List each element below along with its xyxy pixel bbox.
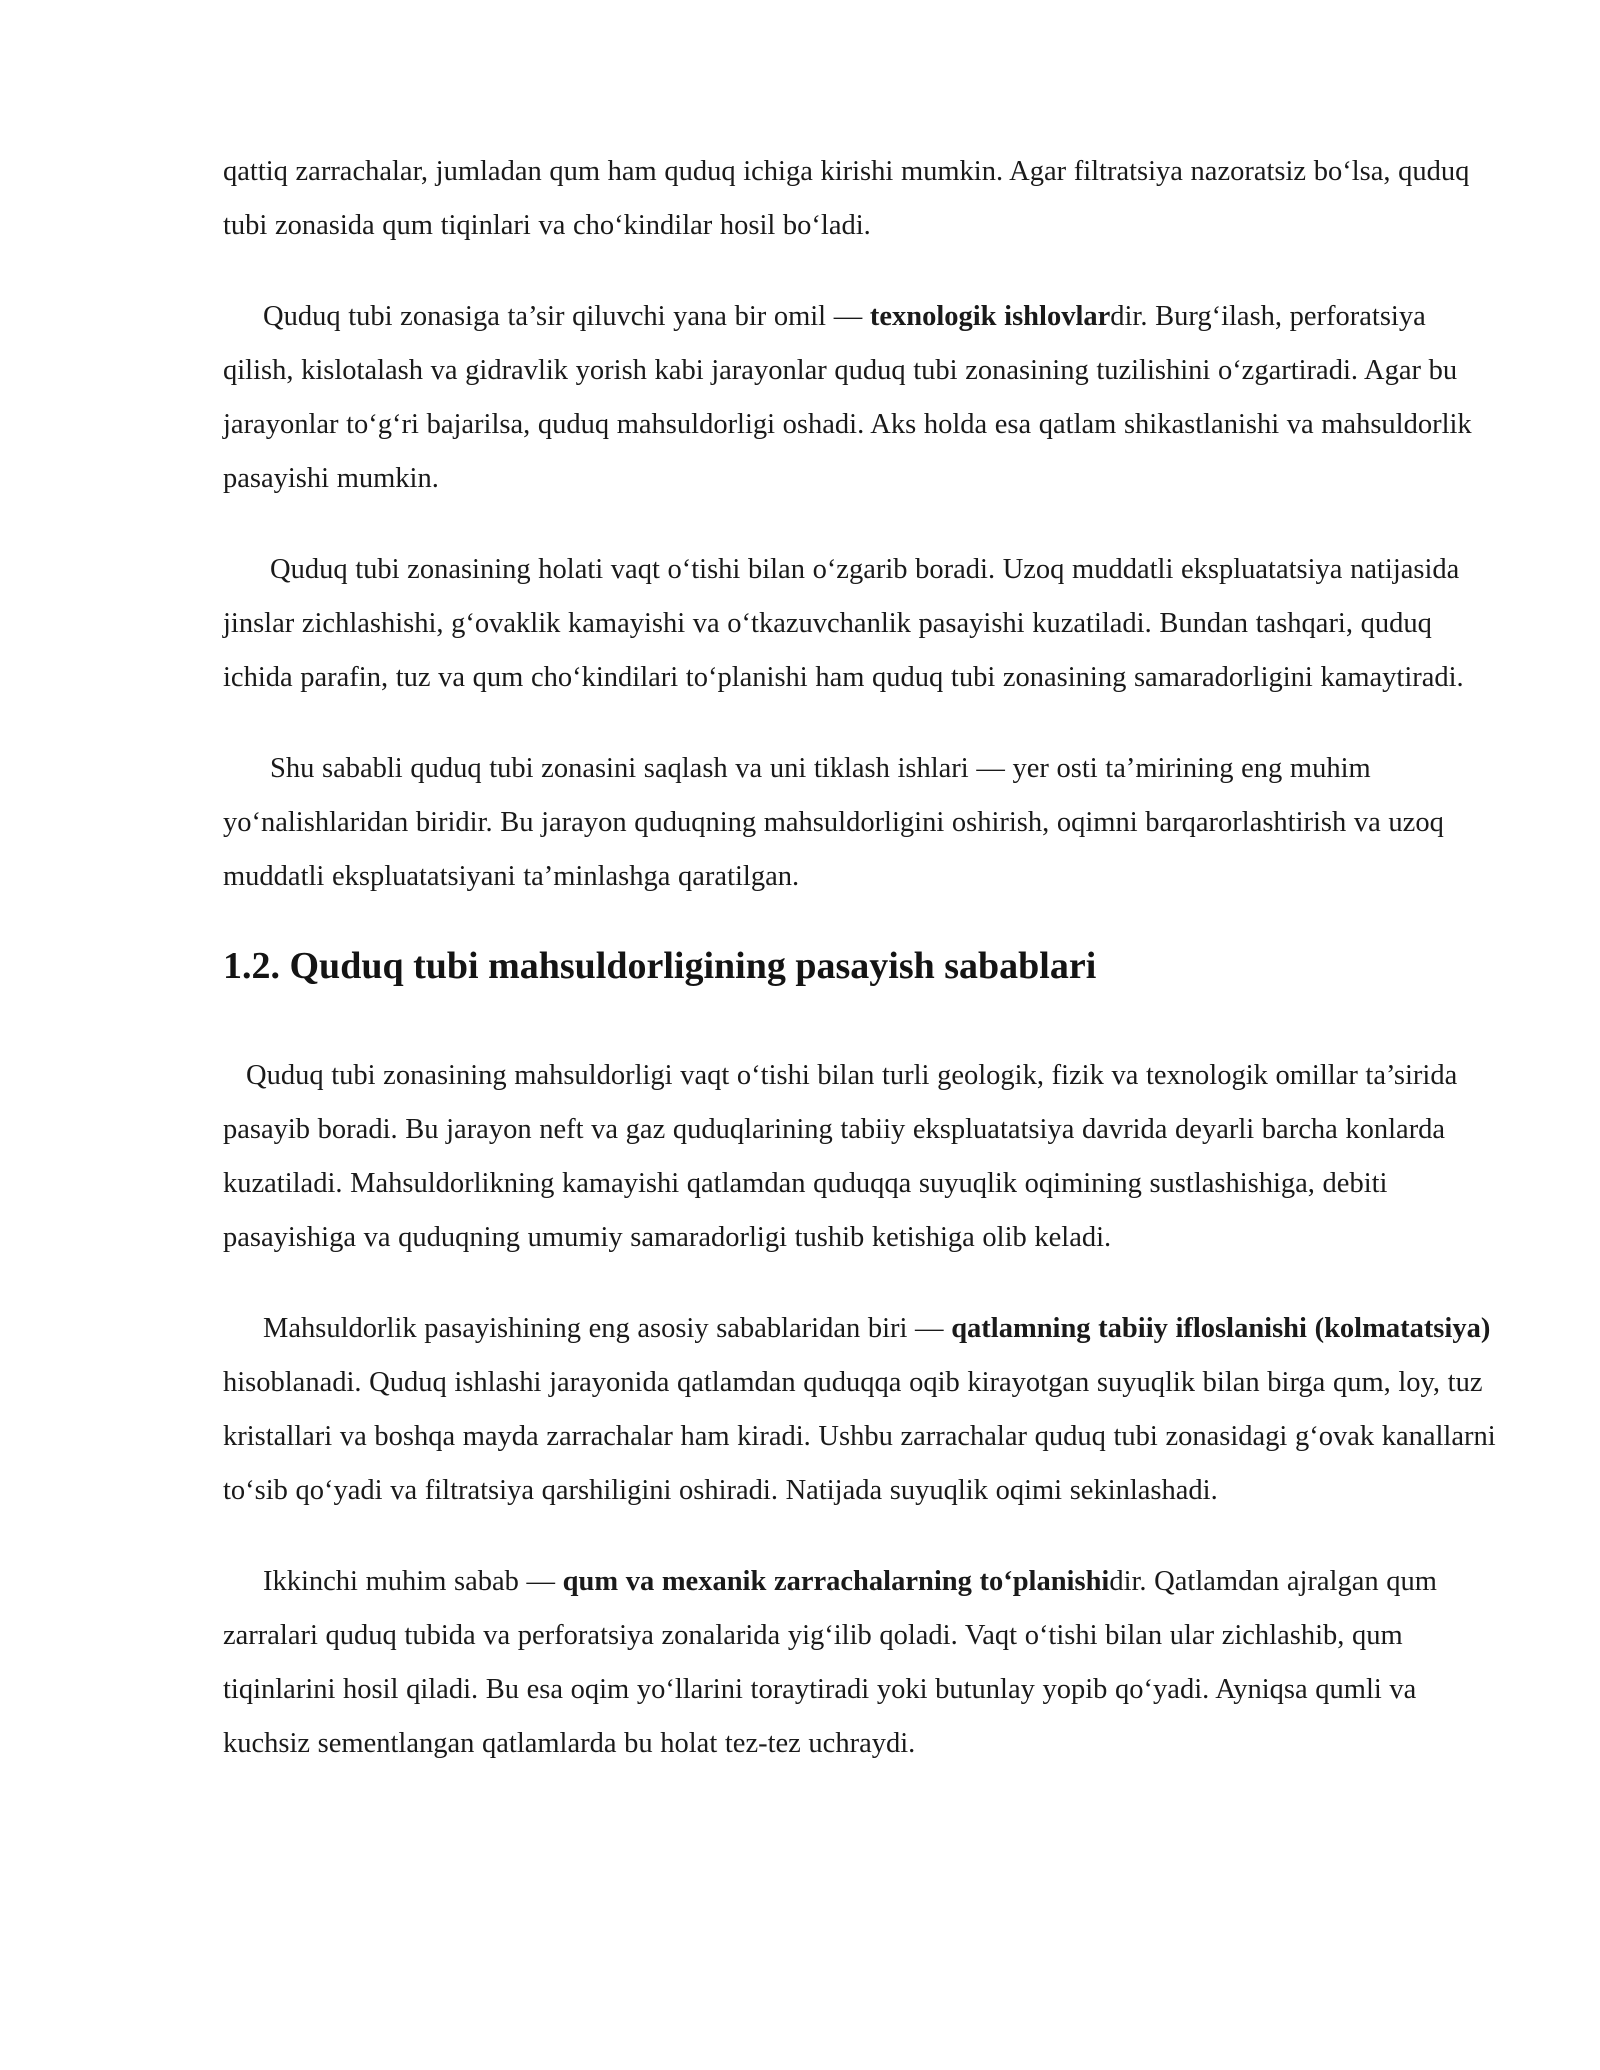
paragraph-text: Mahsuldorlik pasayishining eng asosiy sabablaridan biri —	[263, 1313, 952, 1344]
paragraph-text: Quduq tubi zonasining holati vaqt o‘tishi bilan o‘zgarib boradi. Uzoq muddatli ekspluatatsiya natijasida jinslar zichlashishi, g‘ovaklik kamayishi va o‘tkazuvchanlik pasayishi kuzatiladi. Bundan tashqari, quduq ichida parafin, tuz va qum cho‘kindilari to‘planishi ham quduq tubi zonasining samaradorligini kamaytiradi.	[223, 554, 1464, 693]
body-paragraph	[223, 742, 1503, 904]
paragraph-text: Quduq tubi zonasiga ta’sir qiluvchi yana bir omil —	[263, 301, 870, 332]
paragraph-text: Ikkinchi muhim sabab —	[263, 1566, 563, 1597]
body-paragraph	[223, 543, 1503, 705]
paragraph-text: qattiq zarrachalar, jumladan qum ham quduq ichiga kirishi mumkin. Agar filtratsiya nazoratsiz bo‘lsa, quduq tubi zonasida qum tiqinlari va cho‘kindilar hosil bo‘ladi.	[223, 156, 1470, 241]
body-paragraph	[223, 145, 1503, 253]
bold-term: qatlamning tabiiy ifloslanishi (kolmatatsiya)	[951, 1313, 1491, 1344]
paragraph-text: dir. Burg‘ilash, perforatsiya qilish, kislotalash va gidravlik yorish kabi jarayonlar quduq tubi zonasining tuzilishini o‘zgartiradi. Agar bu jarayonlar to‘g‘ri bajarilsa, quduq mahsuldorligi oshadi. Aks holda esa qatlam shikastlanishi va mahsuldorlik pasayishi mumkin.	[223, 301, 1472, 494]
paragraph-text: dir. Qatlamdan ajralgan qum zarralari quduq tubida va perforatsiya zonalarida yig‘ilib qoladi. Vaqt o‘tishi bilan ular zichlashib, qum tiqinlarini hosil qiladi. Bu esa oqim yo‘llarini toraytiradi yoki butunlay yopib qo‘yadi. Ayniqsa qumli va kuchsiz sementlangan qatlamlarda bu holat tez-tez uchraydi.	[223, 1566, 1437, 1759]
paragraph-text: Quduq tubi zonasining mahsuldorligi vaqt o‘tishi bilan turli geologik, fizik va texnologik omillar ta’sirida pasayib boradi. Bu jarayon neft va gaz quduqlarining tabiiy ekspluatatsiya davrida deyarli barcha konlarda kuzatiladi. Mahsuldorlikning kamayishi qatlamdan quduqqa suyuqlik oqimining sustlashishiga, debiti pasayishiga va quduqning umumiy samaradorligi tushib ketishiga olib keladi.	[223, 1060, 1458, 1253]
paragraphs-before-heading	[223, 145, 1503, 904]
paragraphs-after-heading	[223, 1049, 1503, 1771]
bold-term: qum va mexanik zarrachalarning to‘planishi	[562, 1566, 1110, 1597]
bold-term: texnologik ishlovlar	[869, 301, 1111, 332]
body-paragraph	[223, 290, 1503, 506]
body-paragraph	[223, 1555, 1503, 1771]
body-paragraph	[223, 1049, 1503, 1265]
section-heading: 1.2. Quduq tubi mahsuldorligining pasayish sabablari	[223, 945, 1097, 987]
body-paragraph	[223, 1302, 1503, 1518]
document-body	[223, 145, 1503, 1808]
paragraph-text: Shu sababli quduq tubi zonasini saqlash va uni tiklash ishlari — yer osti ta’mirining eng muhim yo‘nalishlaridan biridir. Bu jarayon quduqning mahsuldorligini oshirish, oqimni barqarorlashtirish va uzoq muddatli ekspluatatsiyani ta’minlashga qaratilgan.	[223, 753, 1444, 892]
paragraph-text: hisoblanadi. Quduq ishlashi jarayonida qatlamdan quduqqa oqib kirayotgan suyuqlik bilan birga qum, loy, tuz kristallari va boshqa mayda zarrachalar ham kiradi. Ushbu zarrachalar quduq tubi zonasidagi g‘ovak kanallarni to‘sib qo‘yadi va filtratsiya qarshiligini oshiradi. Natijada suyuqlik oqimi sekinlashadi.	[223, 1367, 1496, 1506]
